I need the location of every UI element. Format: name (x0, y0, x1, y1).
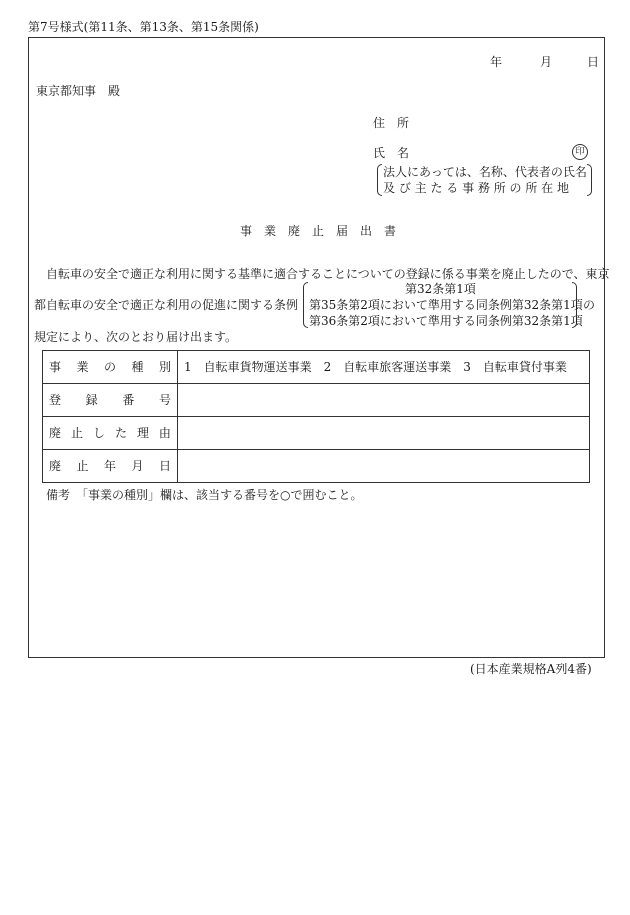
field-row-reason (43, 417, 590, 450)
label-char: 廃 (49, 459, 62, 473)
form-number: 第7号様式(第11条、第13条、第15条関係) (28, 20, 259, 34)
abolition-date-value[interactable] (178, 450, 590, 483)
form-frame (28, 37, 605, 658)
label-char: 止 (70, 426, 83, 440)
seal-mark: 印 (572, 144, 588, 160)
corp-note-brace-left (377, 164, 382, 196)
label-char: 番 (122, 393, 135, 407)
label-char: 由 (158, 426, 171, 440)
label-char: 業 (76, 360, 89, 374)
addressee: 東京都知事 殿 (36, 84, 121, 98)
date-month-label: 月 (540, 55, 553, 69)
label-char: の (103, 360, 116, 374)
corp-note-line2: 及 び 主 た る 事 務 所 の 所 在 地 (383, 181, 569, 195)
label-char: 年 (103, 459, 116, 473)
corp-note-line1: 法人にあっては、名称、代表者の氏名 (383, 165, 587, 179)
name-label: 氏 名 (373, 146, 410, 160)
label-char: 号 (158, 393, 171, 407)
label-char: 事 (49, 360, 62, 374)
option-1: 第32条第1項 (405, 282, 476, 296)
option-2: 第35条第2項において準用する同条例第32条第1項 (309, 298, 583, 312)
field-row-business-type (43, 351, 590, 384)
label-char: 止 (76, 459, 89, 473)
body-line-2-prefix: 都自転車の安全で適正な利用の促進に関する条例 (34, 298, 299, 312)
form-title: 事 業 廃 止 届 出 書 (240, 224, 397, 238)
field-row-registration-number (43, 384, 590, 417)
fields-table (42, 350, 590, 483)
label-char: た (114, 426, 127, 440)
field-row-abolition-date (43, 450, 590, 483)
business-type-label (43, 351, 178, 384)
label-char: 理 (136, 426, 149, 440)
body-line-1: 自転車の安全で適正な利用に関する基準に適合することについての登録に係る事業を廃止したので、東京 (46, 267, 610, 281)
address-label: 住 所 (373, 116, 410, 130)
label-char: 月 (131, 459, 144, 473)
corp-note-brace-right (587, 164, 592, 196)
registration-number-value[interactable] (178, 384, 590, 417)
label-char: 廃 (49, 426, 62, 440)
reason-label (43, 417, 178, 450)
label-char: 登 (49, 393, 62, 407)
options-brace-left (303, 282, 308, 328)
date-day-label: 日 (587, 55, 600, 69)
label-char: し (92, 426, 105, 440)
body-line-2-suffix: の (583, 298, 596, 312)
label-char: 種 (131, 360, 144, 374)
reason-value[interactable] (178, 417, 590, 450)
date-year-label: 年 (490, 55, 503, 69)
registration-number-label (43, 384, 178, 417)
paper-size-note: (日本産業規格A列4番) (470, 662, 592, 676)
body-line-3: 規定により、次のとおり届け出ます。 (34, 330, 238, 344)
business-type-value[interactable]: 1 自転車貨物運送事業 2 自転車旅客運送事業 3 自転車貸付事業 (178, 351, 590, 384)
label-char: 日 (158, 459, 171, 473)
option-3: 第36条第2項において準用する同条例第32条第1項 (309, 314, 583, 328)
remark-note: 備考 「事業の種別」欄は、該当する番号を○で囲むこと。 (46, 488, 363, 502)
label-char: 別 (158, 360, 171, 374)
label-char: 録 (85, 393, 98, 407)
abolition-date-label (43, 450, 178, 483)
